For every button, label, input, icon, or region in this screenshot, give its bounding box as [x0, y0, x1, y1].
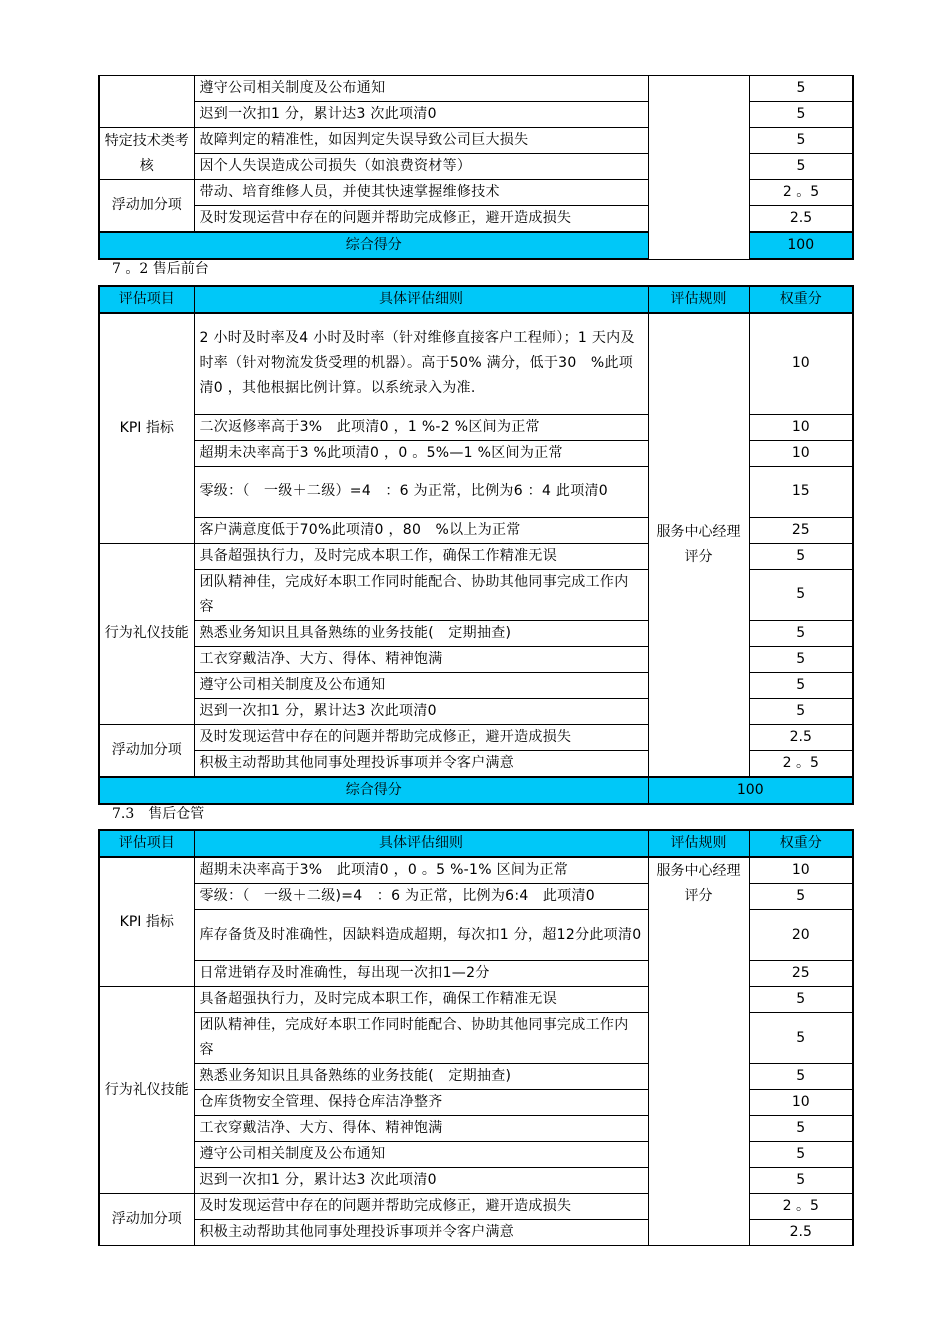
- detail-cell: 超期未决率高于3% 此项清0 ，0 。5 %-1% 区间为正常: [194, 857, 648, 884]
- detail-cell: 及时发现运营中存在的问题并帮助完成修正，避开造成损失: [194, 206, 648, 233]
- category-cell: 浮动加分项: [99, 180, 194, 233]
- weight-cell: 5: [749, 569, 853, 620]
- table-aftersales-engineer-continued: [98, 75, 854, 260]
- detail-cell: 迟到一次扣1 分，累计达3 次此项清0: [194, 1168, 648, 1194]
- header-detail: 具体评估细则: [194, 830, 648, 857]
- weight-cell: 2 。5: [749, 1194, 853, 1220]
- weight-cell: 5: [749, 102, 853, 128]
- detail-cell: 团队精神佳，完成好本职工作同时能配合、协助其他同事完成工作内容: [194, 1013, 648, 1064]
- table-row: [99, 857, 853, 884]
- total-value: 100: [749, 232, 853, 259]
- header-detail: 具体评估细则: [194, 286, 648, 313]
- rule-cell-empty: [648, 76, 749, 260]
- weight-cell: 10: [749, 414, 853, 440]
- rule-cell: 服务中心经理评分: [648, 857, 749, 1246]
- table-row: [99, 76, 853, 102]
- detail-cell: 具备超强执行力，及时完成本职工作，确保工作精准无误: [194, 543, 648, 569]
- weight-cell: 5: [749, 1116, 853, 1142]
- category-cell-kpi: KPI 指标: [99, 857, 194, 987]
- detail-cell: 零级：（ 一级＋二级）=4 ：6 为正常，比例为6 ：4 此项清0: [194, 466, 648, 517]
- header-category: 评估项目: [99, 830, 194, 857]
- total-row: [99, 777, 853, 804]
- weight-cell: 10: [749, 313, 853, 414]
- detail-cell: 迟到一次扣1 分，累计达3 次此项清0: [194, 102, 648, 128]
- total-label: 综合得分: [99, 232, 648, 259]
- detail-cell: 仓库货物安全管理、保持仓库洁净整齐: [194, 1090, 648, 1116]
- table-row: [99, 313, 853, 414]
- header-rule: 评估规则: [648, 286, 749, 313]
- table-header-row: [99, 286, 853, 313]
- category-cell: 特定技术类考核: [99, 128, 194, 180]
- weight-cell: 5: [749, 620, 853, 646]
- weight-cell: 20: [749, 910, 853, 961]
- detail-cell: 工衣穿戴洁净、大方、得体、精神饱满: [194, 646, 648, 672]
- weight-cell: 2.5: [749, 206, 853, 233]
- rule-cell: 服务中心经理评分: [648, 313, 749, 777]
- weight-cell: 25: [749, 517, 853, 543]
- detail-cell: 迟到一次扣1 分，累计达3 次此项清0: [194, 698, 648, 724]
- weight-cell: 5: [749, 672, 853, 698]
- detail-cell: 工衣穿戴洁净、大方、得体、精神饱满: [194, 1116, 648, 1142]
- weight-cell: 2.5: [749, 1220, 853, 1246]
- weight-cell: 5: [749, 1013, 853, 1064]
- weight-cell: 5: [749, 543, 853, 569]
- weight-cell: 2 。5: [749, 180, 853, 206]
- detail-cell: 故障判定的精准性，如因判定失误导致公司巨大损失: [194, 128, 648, 154]
- detail-cell: 团队精神佳，完成好本职工作同时能配合、协助其他同事完成工作内容: [194, 569, 648, 620]
- header-category: 评估项目: [99, 286, 194, 313]
- detail-cell: 积极主动帮助其他同事处理投诉事项并令客户满意: [194, 750, 648, 777]
- weight-cell: 5: [749, 128, 853, 154]
- weight-cell: 5: [749, 1168, 853, 1194]
- category-cell-empty: [99, 76, 194, 128]
- detail-cell: 及时发现运营中存在的问题并帮助完成修正，避开造成损失: [194, 1194, 648, 1220]
- total-value: 100: [648, 777, 853, 804]
- detail-cell: 因个人失误造成公司损失（如浪费资材等）: [194, 154, 648, 180]
- category-cell-kpi: KPI 指标: [99, 313, 194, 543]
- detail-cell: 日常进销存及时准确性，每出现一次扣1—2分: [194, 961, 648, 987]
- weight-cell: 10: [749, 1090, 853, 1116]
- detail-cell: 熟悉业务知识且具备熟练的业务技能( 定期抽查): [194, 1064, 648, 1090]
- weight-cell: 5: [749, 1142, 853, 1168]
- weight-cell: 25: [749, 961, 853, 987]
- detail-cell: 熟悉业务知识且具备熟练的业务技能( 定期抽查): [194, 620, 648, 646]
- detail-cell: 遵守公司相关制度及公布通知: [194, 76, 648, 102]
- detail-cell: 及时发现运营中存在的问题并帮助完成修正，避开造成损失: [194, 724, 648, 750]
- weight-cell: 5: [749, 154, 853, 180]
- weight-cell: 2 。5: [749, 750, 853, 777]
- detail-cell: 2 小时及时率及4 小时及时率（针对维修直接客户工程师）；1 天内及时率（针对物流发货受理的机器）。高于50% 满分，低于30 %此项清0 ，其他根据比例计算。以系统录入为准.: [194, 313, 648, 414]
- detail-cell: 库存备货及时准确性，因缺料造成超期，每次扣1 分，超12分此项清0: [194, 910, 648, 961]
- header-rule: 评估规则: [648, 830, 749, 857]
- detail-cell: 遵守公司相关制度及公布通知: [194, 672, 648, 698]
- weight-cell: 5: [749, 698, 853, 724]
- category-cell-bonus: 浮动加分项: [99, 1194, 194, 1246]
- detail-cell: 客户满意度低于70%此项清0 ，80 %以上为正常: [194, 517, 648, 543]
- weight-cell: 15: [749, 466, 853, 517]
- weight-cell: 5: [749, 884, 853, 910]
- category-cell-behavior: 行为礼仪技能: [99, 543, 194, 724]
- category-cell-bonus: 浮动加分项: [99, 724, 194, 777]
- detail-cell: 遵守公司相关制度及公布通知: [194, 1142, 648, 1168]
- total-label: 综合得分: [99, 777, 648, 804]
- weight-cell: 5: [749, 646, 853, 672]
- table-aftersales-warehouse: [98, 829, 854, 1246]
- weight-cell: 10: [749, 857, 853, 884]
- detail-cell: 超期未决率高于3 %此项清0 ，0 。5%—1 %区间为正常: [194, 440, 648, 466]
- section-title: 7 。2 售后前台: [112, 261, 209, 277]
- detail-cell: 零级：（ 一级＋二级)=4 ：6 为正常，比例为6:4 此项清0: [194, 884, 648, 910]
- weight-cell: 2.5: [749, 724, 853, 750]
- detail-cell: 具备超强执行力，及时完成本职工作，确保工作精准无误: [194, 987, 648, 1013]
- detail-cell: 带动、培育维修人员，并使其快速掌握维修技术: [194, 180, 648, 206]
- detail-cell: 二次返修率高于3% 此项清0 ，1 %-2 %区间为正常: [194, 414, 648, 440]
- weight-cell: 10: [749, 440, 853, 466]
- weight-cell: 5: [749, 987, 853, 1013]
- category-cell-behavior: 行为礼仪技能: [99, 987, 194, 1194]
- weight-cell: 5: [749, 1064, 853, 1090]
- weight-cell: 5: [749, 76, 853, 102]
- detail-cell: 积极主动帮助其他同事处理投诉事项并令客户满意: [194, 1220, 648, 1246]
- header-weight: 权重分: [749, 286, 853, 313]
- table-header-row: [99, 830, 853, 857]
- section-title: 7.3 售后仓管: [112, 806, 205, 822]
- header-weight: 权重分: [749, 830, 853, 857]
- table-aftersales-front-desk: [98, 285, 854, 805]
